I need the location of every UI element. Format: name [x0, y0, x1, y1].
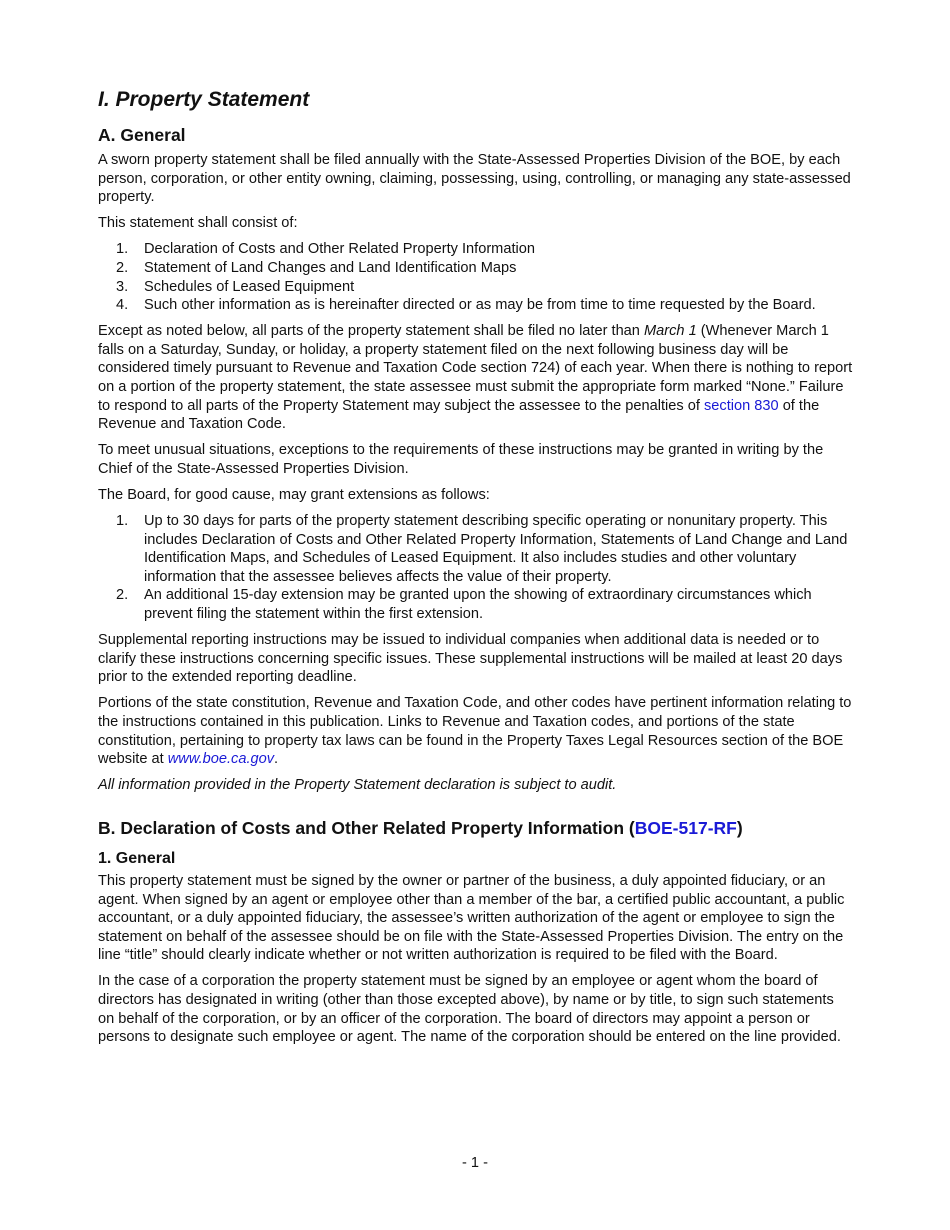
section-a-para-3	[98, 322, 854, 434]
list-item-text: Schedules of Leased Equipment	[144, 278, 355, 295]
section-a-para-7	[98, 694, 854, 768]
list-item-text: Up to 30 days for parts of the property statement describing specific operating or nonunitary property. This includes Declaration of Costs and Other Related Property Information, Statements of Land Change and Land Identification Maps, and Schedules of Leased Equipment. It also includes studies and other voluntary information that the assessee believes affects the value of their property.	[144, 513, 848, 585]
list-number: 2.	[116, 587, 129, 604]
list-item	[98, 512, 854, 586]
section-a-para-1: A sworn property statement shall be filed annually with the State-Assessed Properties Division of the BOE, by each person, corporation, or other entity owning, claiming, possessing, using, controlling, or managing any state-assessed property.	[98, 152, 851, 206]
para-text: (Whenever March 1 falls on a Saturday, Sunday, or holiday, a property statement filed on the next following business day will be considered timely pursuant to Revenue and Taxation Code section 724) of each year. When there is nothing to report on a portion of the property statement, the state assessee must submit the appropriate form marked “None.” Failure to respond to all parts of the Property Statement may subject the assessee to the penalties of	[98, 323, 853, 414]
list-item-text: Declaration of Costs and Other Related Property Information	[144, 241, 535, 258]
list-number: 2.	[116, 259, 129, 276]
list-item	[98, 296, 854, 315]
list-item	[98, 586, 854, 623]
list-number: 3.	[116, 278, 129, 295]
statement-contents-list	[98, 240, 854, 314]
list-number: 1.	[116, 513, 129, 530]
list-item	[98, 240, 854, 259]
list-item	[98, 259, 854, 278]
list-number: 4.	[116, 297, 129, 314]
para-text: Except as noted below, all parts of the property statement shall be filed no later than	[98, 323, 644, 340]
para-text: .	[274, 751, 279, 768]
filing-date: March 1	[643, 323, 697, 340]
page-number: - 1 -	[462, 1155, 488, 1171]
section-a-para-4: To meet unusual situations, exceptions to the requirements of these instructions may be granted in writing by the Chief of the State-Assessed Properties Division.	[98, 442, 824, 477]
heading-text: B. Declaration of Costs and Other Related Property Information (	[98, 817, 635, 838]
list-item-text: Such other information as is hereinafter directed or as may be from time to time requested by the Board.	[144, 297, 816, 314]
list-item-text: Statement of Land Changes and Land Identification Maps	[144, 259, 517, 276]
boe-website-link[interactable]: www.boe.ca.gov	[167, 751, 275, 768]
section-a-heading: A. General	[98, 125, 186, 145]
section-b-subheading: 1. General	[98, 849, 176, 867]
heading-text: )	[736, 817, 743, 838]
document-page	[98, 88, 854, 1054]
list-number: 1.	[116, 241, 129, 258]
para-text: Portions of the state constitution, Revenue and Taxation Code, and other codes have pertinent information relating to the instructions contained in this publication. Links to Revenue and Taxation codes, and portions of the state constitution, pertaining to property tax laws can be found in the Property Taxes Legal Resources section of the BOE website at	[98, 695, 852, 768]
section-b-heading	[98, 817, 854, 839]
section-a-para-5: The Board, for good cause, may grant extensions as follows:	[98, 487, 490, 503]
para-text: of the Revenue and Taxation Code.	[98, 397, 820, 433]
audit-notice: All information provided in the Property Statement declaration is subject to audit.	[98, 777, 617, 794]
page-title: I. Property Statement	[98, 88, 310, 111]
list-item-text: An additional 15-day extension may be granted upon the showing of extraordinary circumstances which prevent filing the statement within the first extension.	[144, 587, 812, 623]
section-b-para-2: In the case of a corporation the property statement must be signed by an employee or agent whom the board of directors has designated in writing (other than those excepted above), by name or by title, to sign such statements on behalf of the corporation, or by an officer of the corporation. The board of directors may appoint a person or persons to designate such employee or agent. The name of the corporation should be entered on the line provided.	[98, 973, 841, 1046]
section-a-para-2: This statement shall consist of:	[98, 215, 298, 232]
section-830-link[interactable]: section 830	[703, 397, 779, 414]
boe-517-rf-link[interactable]: BOE-517-RF	[634, 817, 737, 838]
extensions-list	[98, 512, 854, 624]
list-item	[98, 278, 854, 297]
section-b-para-1: This property statement must be signed by the owner or partner of the business, a duly appointed fiduciary, or an agent. When signed by an agent or employee other than a member of the bar, a certified public accountant, a public accountant, or a duly appointed fiduciary, the assessee’s written authorization of the agent or employee to sign the statement on behalf of the assessee should be on file with the State-Assessed Properties Division. The entry on the line “title” should clearly indicate whether or not written authorization is required to be filed with the Board.	[98, 872, 845, 964]
section-a-para-6: Supplemental reporting instructions may be issued to individual companies when additional data is needed or to clarify these instructions concerning specific issues. These supplemental instructions will be mailed at least 20 days prior to the extended reporting deadline.	[98, 632, 843, 686]
